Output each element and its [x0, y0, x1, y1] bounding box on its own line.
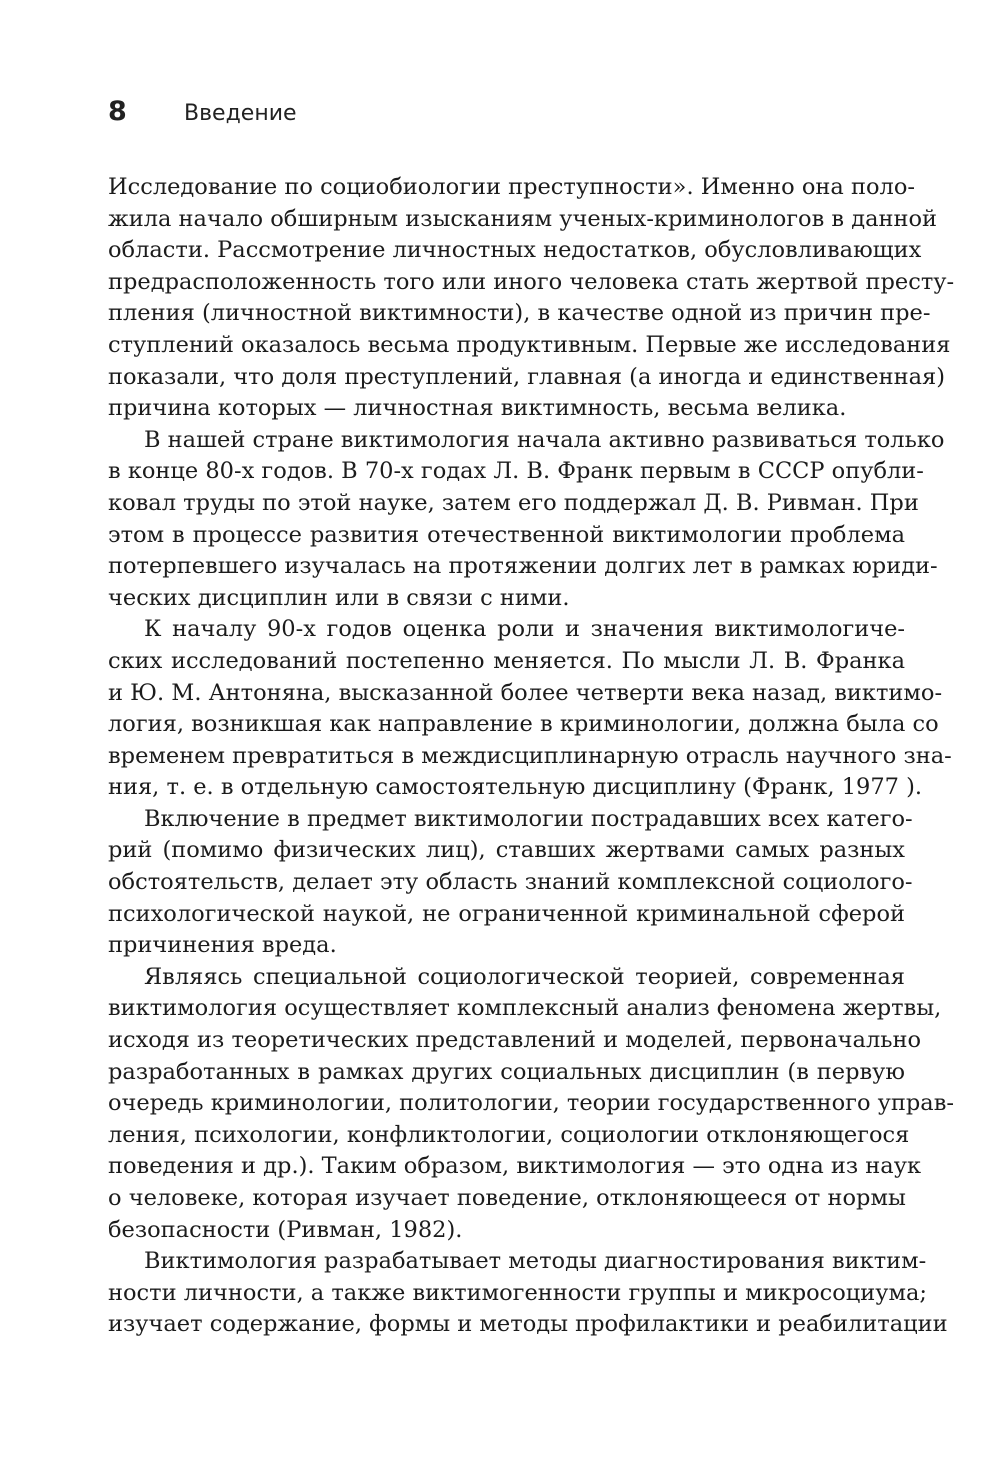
- text-line: очередь криминологии, политологии, теории государственного управ-: [108, 1090, 954, 1117]
- text-line: ступлений оказалось весьма продуктивным. Первые же исследования: [108, 331, 951, 358]
- body-text: [108, 172, 955, 1341]
- text-line: области. Рассмотрение личностных недостатков, обусловливающих: [108, 237, 922, 264]
- text-line: виктимология осуществляет комплексный анализ феномена жертвы,: [108, 995, 942, 1022]
- paragraph: [108, 962, 954, 1246]
- paragraph: [108, 804, 913, 962]
- running-title: Введение: [184, 101, 297, 126]
- text-line: этом в процессе развития отечественной виктимологии проблема: [108, 521, 905, 548]
- text-line: ковал труды по этой науке, затем его поддержал Д. В. Ривман. При: [108, 489, 919, 516]
- text-line: изучает содержание, формы и методы профилактики и реабилитации: [108, 1311, 948, 1338]
- text-line: временем превратиться в междисциплинарную отрасль научного зна-: [108, 742, 952, 769]
- text-line: ности личности, а также виктимогенности группы и микросоциума;: [108, 1279, 927, 1306]
- text-line: в конце 80-х годов. В 70-х годах Л. В. Франк первым в СССР опубли-: [108, 458, 924, 485]
- text-line: показали, что доля преступлений, главная (а иногда и единственная): [108, 363, 945, 390]
- paragraph: [108, 1246, 948, 1341]
- text-line: безопасности (Ривман, 1982).: [108, 1216, 463, 1243]
- text-line: разработанных в рамках других социальных дисциплин (в первую: [108, 1058, 905, 1085]
- text-line: пления (личностной виктимности), в качестве одной из причин пре-: [108, 300, 931, 327]
- text-line: логия, возникшая как направление в криминологии, должна была со: [108, 711, 939, 738]
- text-line: о человеке, которая изучает поведение, отклоняющееся от нормы: [108, 1185, 906, 1211]
- text-line: жила начало обширным изысканиям ученых-криминологов в данной: [108, 205, 938, 232]
- text-line: обстоятельств, делает эту область знаний комплексной социолого-: [108, 869, 913, 896]
- text-line: потерпевшего изучалась на протяжении долгих лет в рамках юриди-: [108, 553, 938, 580]
- page-number: 8: [108, 96, 127, 127]
- text-line: В нашей стране виктимология начала активно развиваться только: [144, 426, 945, 453]
- text-line: причина которых — личностная виктимность, весьма велика.: [108, 395, 847, 422]
- paragraph: [108, 614, 952, 804]
- text-line: Являясь специальной социологической теорией, современная: [144, 963, 905, 990]
- text-line: поведения и др.). Таким образом, виктимология — это одна из наук: [108, 1153, 922, 1180]
- text-line: причинения вреда.: [108, 932, 337, 959]
- paragraph: [108, 172, 955, 425]
- text-line: ния, т. е. в отдельную самостоятельную дисциплину (Франк, 1977 ).: [108, 774, 923, 801]
- text-line: К началу 90-х годов оценка роли и значения виктимологиче-: [144, 616, 905, 643]
- text-line: ческих дисциплин или в связи с ними.: [108, 584, 570, 611]
- text-line: Исследование по социобиологии преступности». Именно она поло-: [108, 174, 915, 200]
- text-line: Виктимология разрабатывает методы диагностирования виктим-: [144, 1248, 927, 1275]
- page-header: [108, 96, 297, 136]
- text-line: психологической наукой, не ограниченной криминальной сферой: [108, 900, 905, 927]
- text-line: исходя из теоретических представлений и моделей, первоначально: [108, 1027, 922, 1054]
- text-line: Включение в предмет виктимологии пострадавших всех катего-: [144, 805, 913, 832]
- text-line: ских исследований постепенно меняется. По мысли Л. В. Франка: [108, 647, 905, 674]
- text-line: ления, психологии, конфликтологии, социологии отклоняющегося: [108, 1121, 910, 1148]
- text-line: предрасположенность того или иного человека стать жертвой престу-: [108, 268, 955, 295]
- text-line: рий (помимо физических лиц), ставших жертвами самых разных: [108, 837, 905, 864]
- paragraph: [108, 425, 945, 615]
- text-line: и Ю. М. Антоняна, высказанной более четверти века назад, виктимо-: [108, 679, 943, 706]
